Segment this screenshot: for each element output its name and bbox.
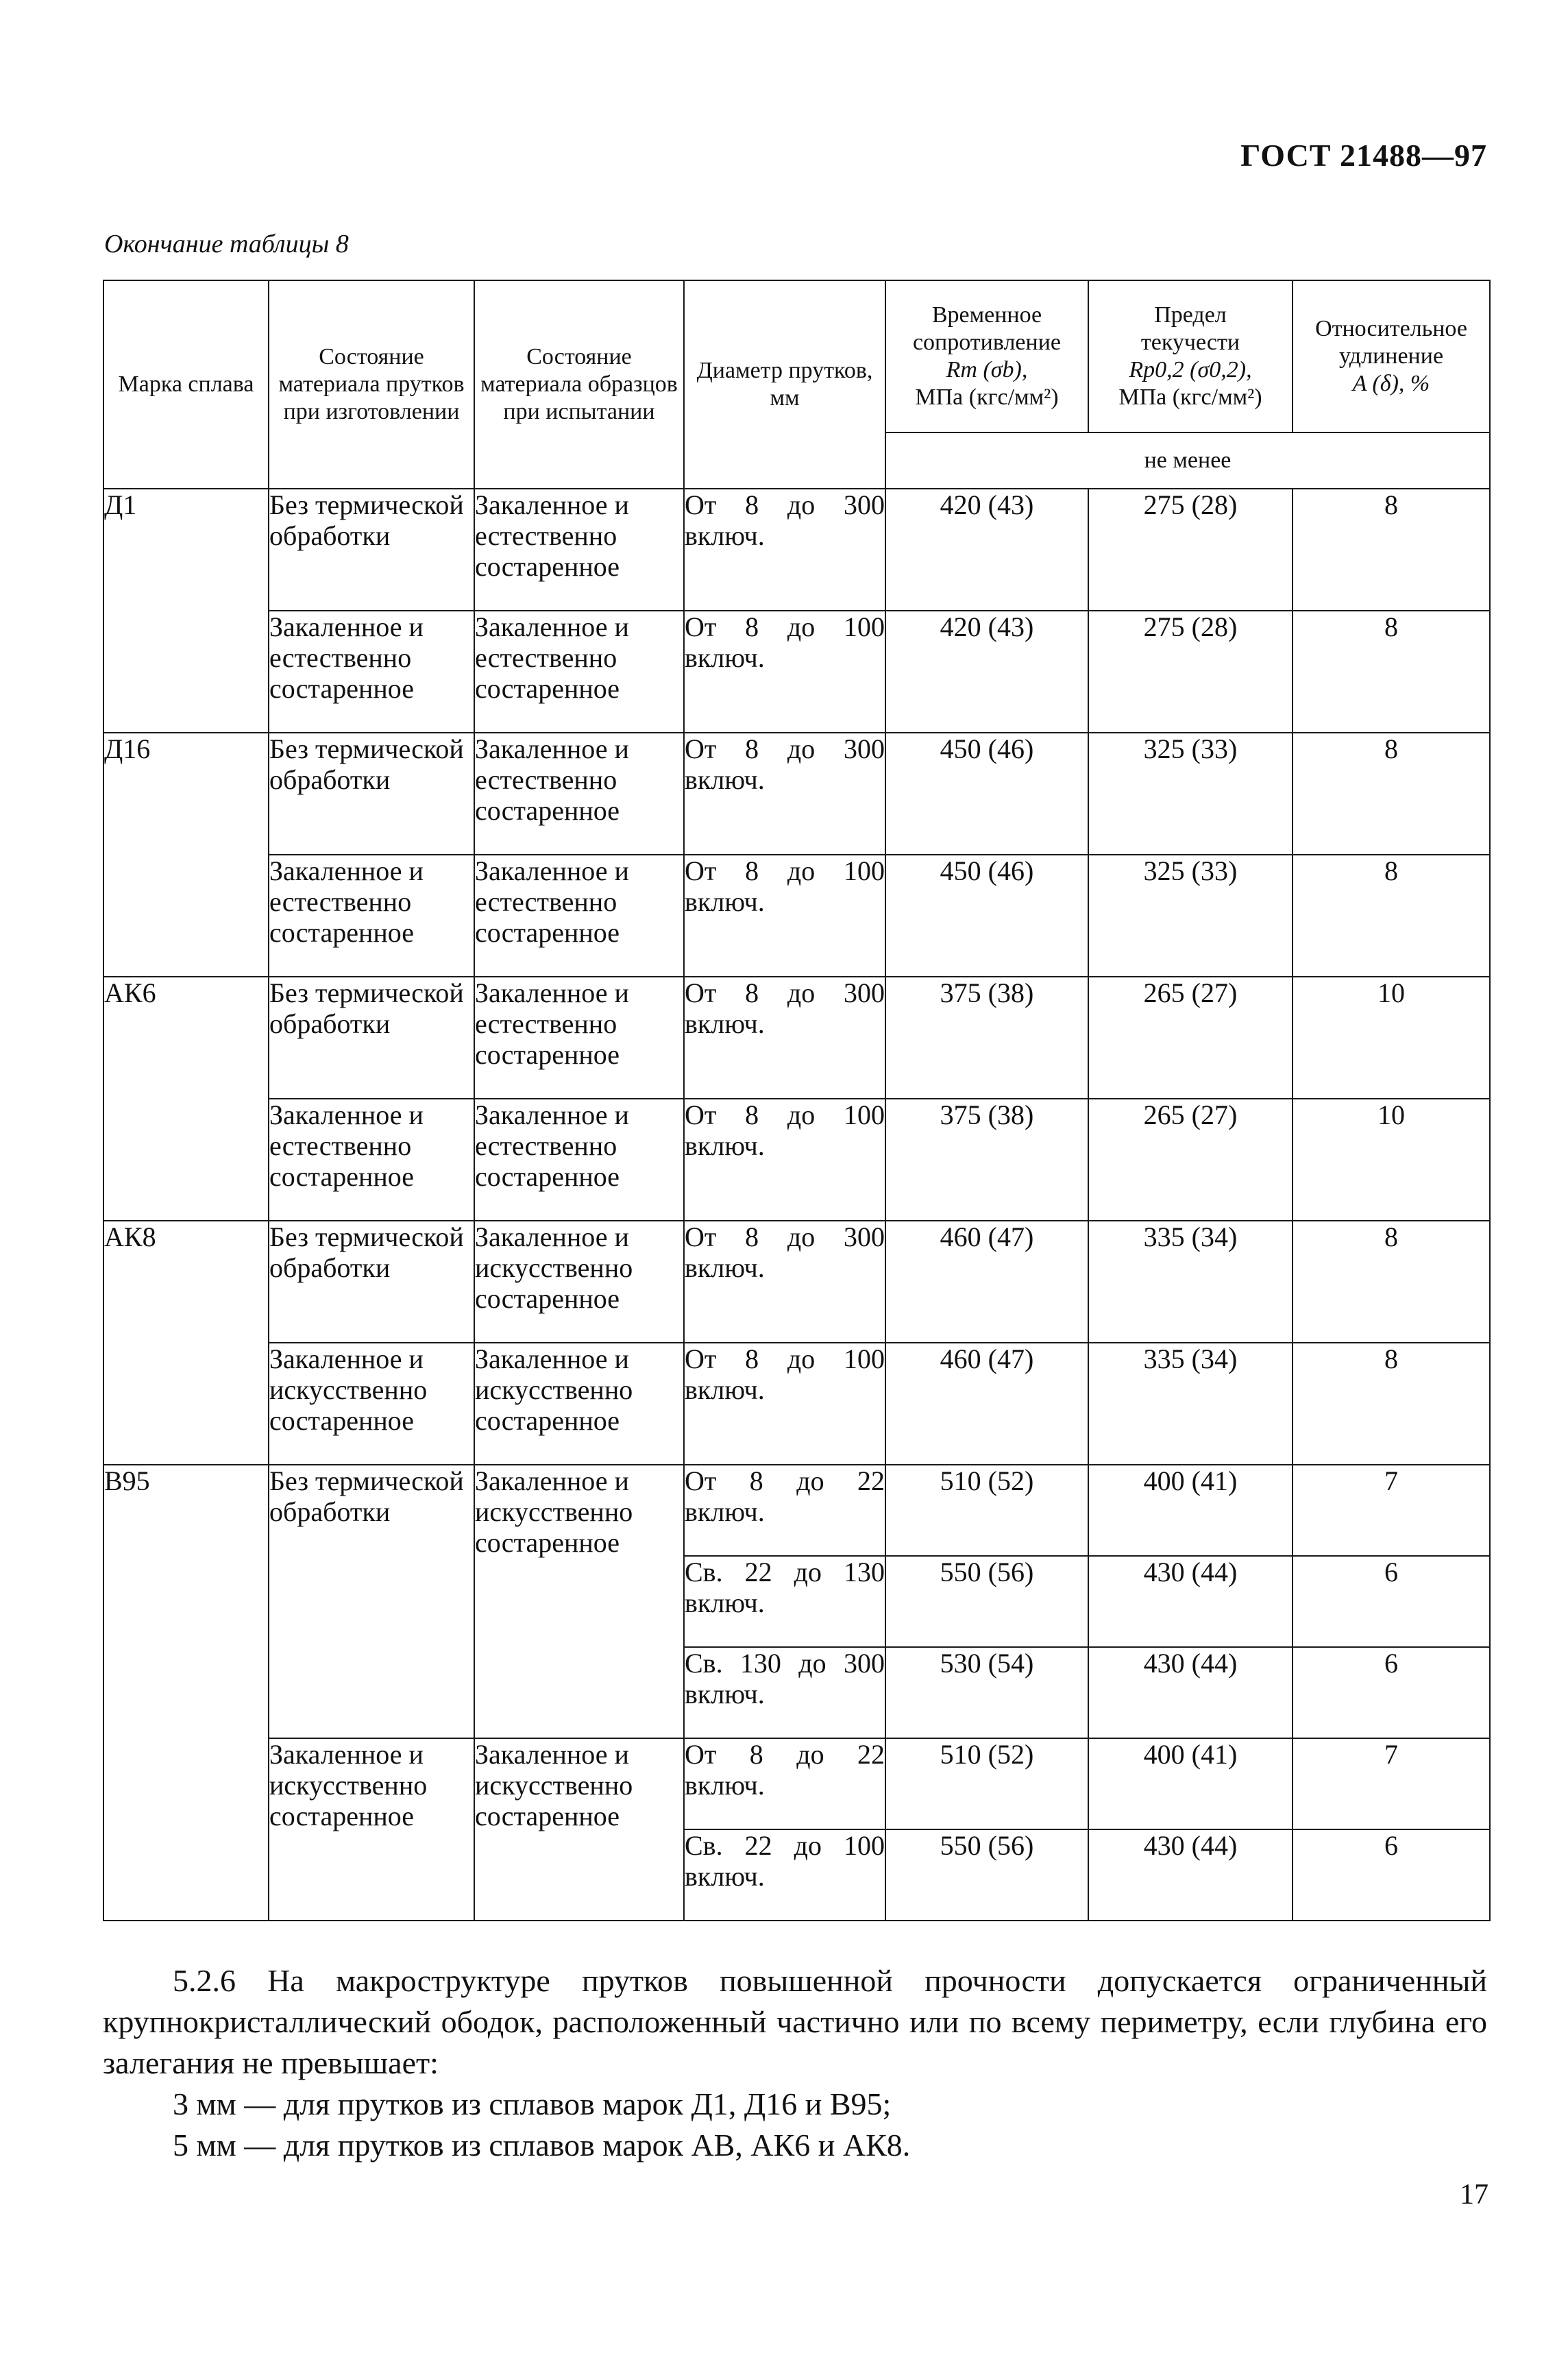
elongation-cell: 7 — [1293, 1738, 1490, 1829]
list-item-3mm: 3 мм — для прутков из сплавов марок Д1, Д16 и В95; — [173, 2086, 892, 2121]
tensile-cell: 375 (38) — [885, 1099, 1088, 1221]
page-number: 17 — [1460, 2179, 1489, 2210]
table-row — [103, 855, 1490, 977]
yield-cell: 275 (28) — [1088, 611, 1293, 733]
yield-cell: 335 (34) — [1088, 1343, 1293, 1465]
elongation-cell: 6 — [1293, 1829, 1490, 1921]
state-manufacture-cell: Закаленное и естественно состаренное — [269, 855, 474, 977]
elongation-cell: 8 — [1293, 733, 1490, 855]
grade-cell: АК8 — [103, 1221, 269, 1465]
tensile-cell: 530 (54) — [885, 1647, 1088, 1738]
document-standard-number: ГОСТ 21488—97 — [1240, 138, 1487, 173]
diameter-cell: От 8 до 100 включ. — [684, 1099, 885, 1221]
diameter-cell: От 8 до 300 включ. — [684, 489, 885, 611]
tensile-cell: 510 (52) — [885, 1738, 1088, 1829]
tensile-cell: 450 (46) — [885, 733, 1088, 855]
table-row — [103, 977, 1490, 1099]
table-row — [103, 489, 1490, 611]
header-elongation-line: удлинение — [1338, 343, 1444, 369]
state-test-cell: Закаленное и естественно состаренное — [474, 733, 684, 855]
elongation-cell: 8 — [1293, 611, 1490, 733]
header-min-label: не менее — [885, 433, 1490, 489]
yield-cell: 430 (44) — [1088, 1556, 1293, 1647]
yield-cell: 335 (34) — [1088, 1221, 1293, 1343]
yield-cell: 325 (33) — [1088, 855, 1293, 977]
header-yield-line: текучести — [1140, 330, 1240, 355]
state-test-cell: Закаленное и естественно состаренное — [474, 855, 684, 977]
mechanical-properties-table — [103, 280, 1491, 1921]
table-row — [103, 1738, 1490, 1829]
elongation-cell: 8 — [1293, 1221, 1490, 1343]
state-test-cell: Закаленное и естественно состаренное — [474, 1099, 684, 1221]
state-test-cell: Закаленное и искусственно состаренное — [474, 1221, 684, 1343]
header-tensile-line: Rm (σb), — [946, 357, 1028, 382]
header-yield-line: МПа (кгс/мм²) — [1118, 385, 1262, 410]
header-tensile-line: сопротивление — [912, 330, 1062, 355]
header-tensile-line: МПа (кгс/мм²) — [915, 385, 1059, 410]
paragraph-5-2-6: 5.2.6 На макроструктуре прутков повышенной прочности допускается ограниченный крупнокристаллический ободок, расположенный частично или по всему периметру, если глубина его залегания не превышает: — [103, 1963, 1487, 2080]
header-state-manufacture: Состояние материала прутков при изготовлении — [269, 280, 474, 489]
diameter-cell: От 8 до 100 включ. — [684, 1343, 885, 1465]
yield-cell: 430 (44) — [1088, 1647, 1293, 1738]
header-yield-line: Rp0,2 (σ0,2), — [1129, 357, 1252, 382]
diameter-cell: От 8 до 100 включ. — [684, 611, 885, 733]
tensile-cell: 460 (47) — [885, 1343, 1088, 1465]
table-row — [103, 1465, 1490, 1556]
yield-cell: 265 (27) — [1088, 977, 1293, 1099]
elongation-cell: 6 — [1293, 1556, 1490, 1647]
tensile-cell: 550 (56) — [885, 1556, 1088, 1647]
tensile-cell: 375 (38) — [885, 977, 1088, 1099]
header-tensile-strength — [885, 280, 1088, 433]
diameter-cell: Св. 130 до 300 включ. — [684, 1647, 885, 1738]
elongation-cell: 8 — [1293, 489, 1490, 611]
diameter-cell: От 8 до 22 включ. — [684, 1465, 885, 1556]
header-tensile-line: Временное — [931, 302, 1042, 328]
tensile-cell: 510 (52) — [885, 1465, 1088, 1556]
state-manufacture-cell: Закаленное и естественно состаренное — [269, 611, 474, 733]
header-grade: Марка сплава — [103, 280, 269, 489]
table-row — [103, 1343, 1490, 1465]
state-manufacture-cell: Без термической обработки — [269, 977, 474, 1099]
state-manufacture-cell: Закаленное и естественно состаренное — [269, 1099, 474, 1221]
header-yield-strength — [1088, 280, 1293, 433]
yield-cell: 265 (27) — [1088, 1099, 1293, 1221]
elongation-cell: 6 — [1293, 1647, 1490, 1738]
tensile-cell: 460 (47) — [885, 1221, 1088, 1343]
yield-cell: 400 (41) — [1088, 1738, 1293, 1829]
yield-cell: 325 (33) — [1088, 733, 1293, 855]
state-test-cell: Закаленное и естественно состаренное — [474, 611, 684, 733]
grade-cell: Д1 — [103, 489, 269, 733]
yield-cell: 275 (28) — [1088, 489, 1293, 611]
elongation-cell: 8 — [1293, 855, 1490, 977]
diameter-cell: От 8 до 22 включ. — [684, 1738, 885, 1829]
table-row — [103, 611, 1490, 733]
header-state-test: Состояние материала образцов при испытании — [474, 280, 684, 489]
elongation-cell: 7 — [1293, 1465, 1490, 1556]
yield-cell: 400 (41) — [1088, 1465, 1293, 1556]
tensile-cell: 550 (56) — [885, 1829, 1088, 1921]
state-manufacture-cell: Без термической обработки — [269, 1221, 474, 1343]
state-manufacture-cell: Без термической обработки — [269, 1465, 474, 1738]
tensile-cell: 420 (43) — [885, 611, 1088, 733]
diameter-cell: Св. 22 до 100 включ. — [684, 1829, 885, 1921]
elongation-cell: 8 — [1293, 1343, 1490, 1465]
state-test-cell: Закаленное и искусственно состаренное — [474, 1343, 684, 1465]
diameter-cell: Св. 22 до 130 включ. — [684, 1556, 885, 1647]
state-manufacture-cell: Без термической обработки — [269, 733, 474, 855]
elongation-cell: 10 — [1293, 1099, 1490, 1221]
table-caption: Окончание таблицы 8 — [104, 230, 349, 258]
state-manufacture-cell: Закаленное и искусственно состаренное — [269, 1738, 474, 1921]
state-manufacture-cell: Без термической обработки — [269, 489, 474, 611]
state-test-cell: Закаленное и естественно состаренное — [474, 489, 684, 611]
table-row — [103, 1099, 1490, 1221]
header-elongation-line: Относительное — [1315, 316, 1467, 341]
table-row — [103, 1221, 1490, 1343]
header-elongation — [1293, 280, 1490, 433]
state-manufacture-cell: Закаленное и искусственно состаренное — [269, 1343, 474, 1465]
state-test-cell: Закаленное и искусственно состаренное — [474, 1465, 684, 1738]
elongation-cell: 10 — [1293, 977, 1490, 1099]
state-test-cell: Закаленное и искусственно состаренное — [474, 1738, 684, 1921]
grade-cell: Д16 — [103, 733, 269, 977]
state-test-cell: Закаленное и естественно состаренное — [474, 977, 684, 1099]
grade-cell: В95 — [103, 1465, 269, 1921]
tensile-cell: 420 (43) — [885, 489, 1088, 611]
grade-cell: АК6 — [103, 977, 269, 1221]
diameter-cell: От 8 до 300 включ. — [684, 977, 885, 1099]
diameter-cell: От 8 до 300 включ. — [684, 733, 885, 855]
tensile-cell: 450 (46) — [885, 855, 1088, 977]
header-elongation-line: A (δ), % — [1352, 371, 1430, 396]
yield-cell: 430 (44) — [1088, 1829, 1293, 1921]
header-yield-line: Предел — [1154, 302, 1227, 328]
diameter-cell: От 8 до 100 включ. — [684, 855, 885, 977]
diameter-cell: От 8 до 300 включ. — [684, 1221, 885, 1343]
header-diameter: Диаметр прутков, мм — [684, 280, 885, 489]
list-item-5mm: 5 мм — для прутков из сплавов марок АВ, АК6 и АК8. — [173, 2128, 911, 2163]
table-row — [103, 733, 1490, 855]
